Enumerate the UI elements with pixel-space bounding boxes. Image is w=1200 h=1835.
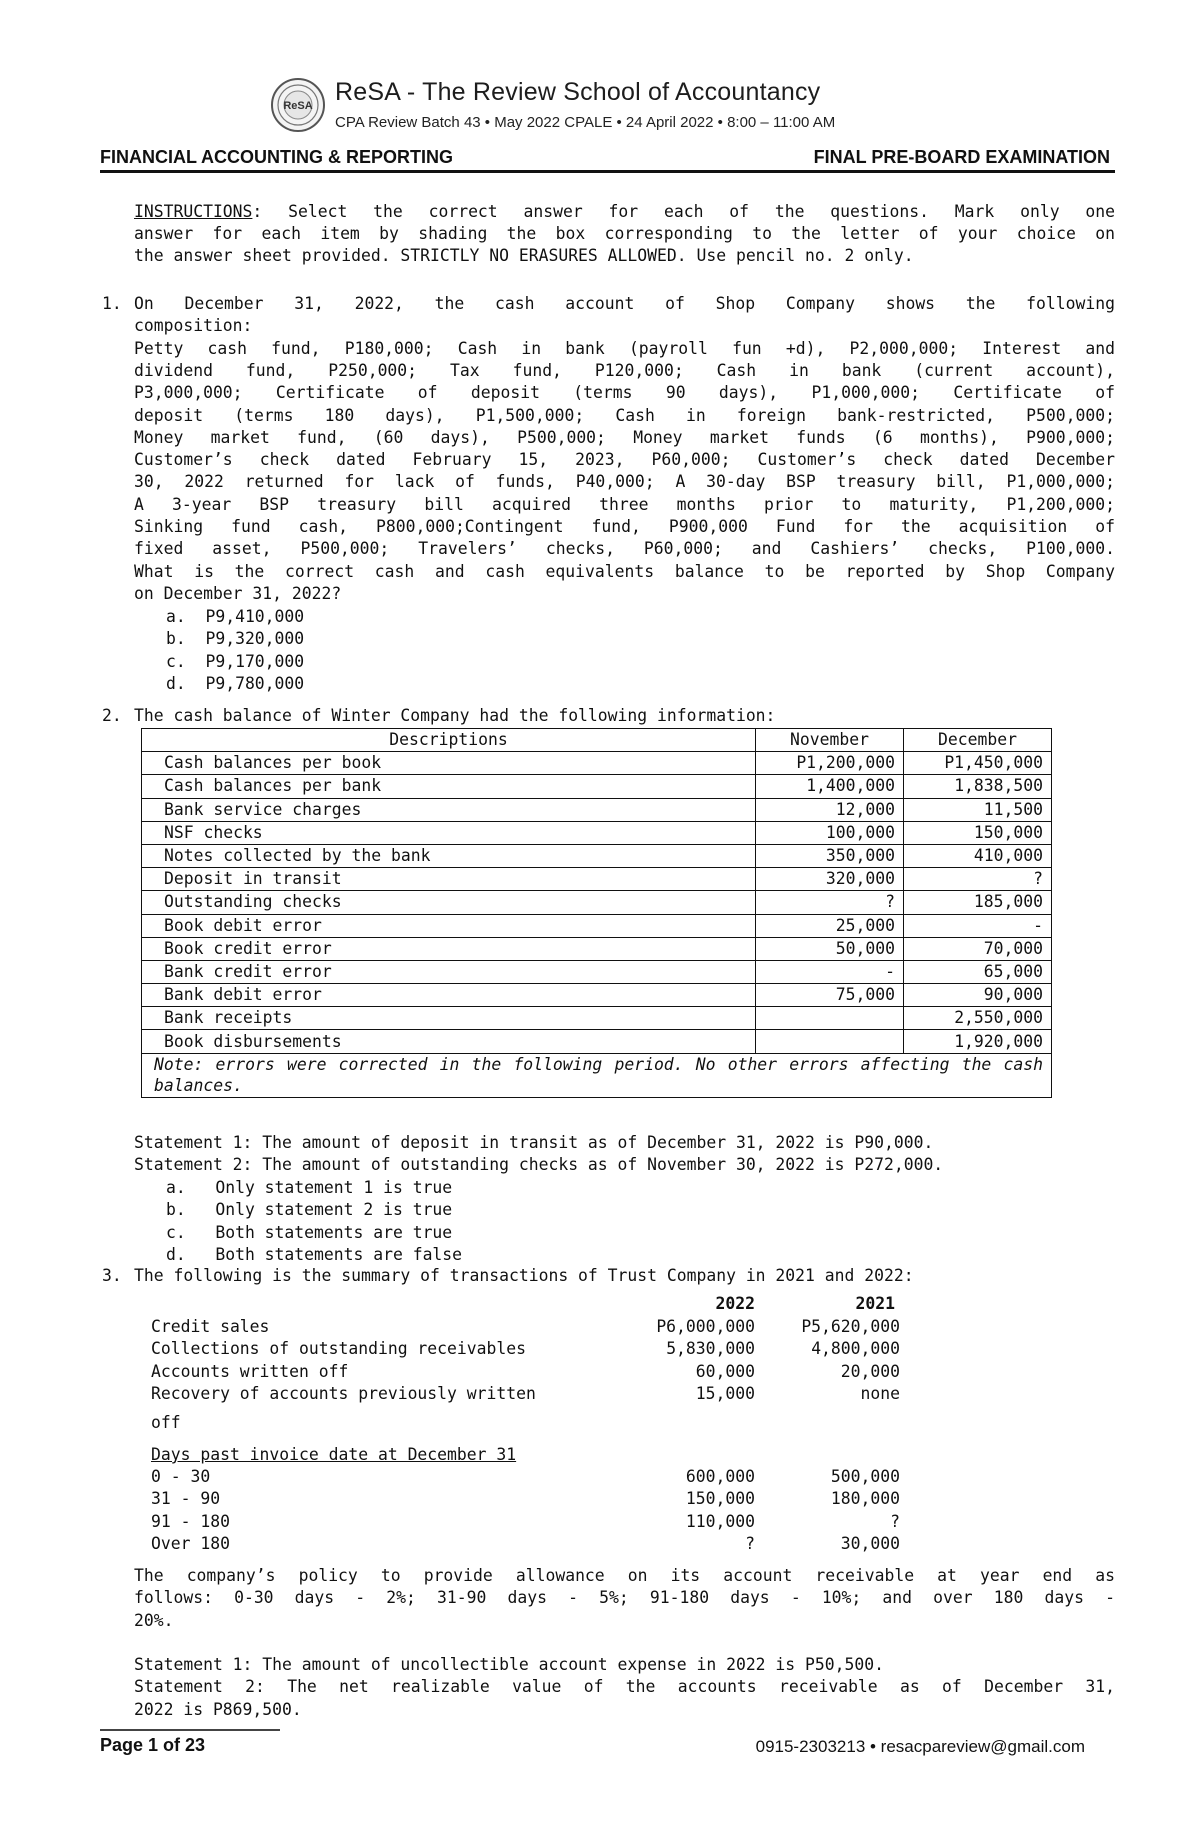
q3-aging-2021: 30,000 [840,1533,900,1553]
q3-aging-2021: 500,000 [830,1467,900,1486]
row-november: - [756,960,904,983]
q1-line: A 3-year BSP treasury bill acquired three months prior to maturity, P1,200,000; [134,494,1115,514]
row-description: Bank debit error [142,984,756,1007]
q1-line: Customer’s check dated February 15, 2023, P60,000; Customer’s check dated December [134,450,1115,470]
q3-row-label: Recovery of accounts previously written [151,1383,536,1403]
q3-aging-2021: 180,000 [830,1489,900,1509]
q1-line: Money market fund, (60 days), P500,000; Money market funds (6 months), P900,000; [134,427,1115,447]
row-description: Book disbursements [142,1030,756,1053]
row-description: Bank credit error [142,960,756,983]
table-row [142,798,1052,821]
q3-aging-label: 0 - 30 [151,1467,211,1486]
q1-line: 30, 2022 returned for lack of funds, P40,000; A 30-day BSP treasury bill, P1,000,000; [134,472,1115,492]
q2-option: d. Both statements are false [166,1244,463,1264]
row-november: 100,000 [756,821,904,844]
q3-statement-line: Statement 2: The net realizable value of the accounts receivable as of December 31, [134,1677,1115,1697]
q3-statement-line: 2022 is P869,500. [134,1699,302,1719]
q3-row-2021: 20,000 [840,1361,900,1381]
row-november: 1,400,000 [756,775,904,798]
q1-line: composition: [134,316,253,336]
table-row [142,1030,1052,1053]
q2-cash-table [141,728,1052,1098]
row-december: 185,000 [904,891,1052,914]
row-november: 50,000 [756,937,904,960]
q2-intro: The cash balance of Winter Company had the following information: [134,706,776,725]
q1-number: 1. [102,294,122,313]
row-november: 350,000 [756,844,904,867]
row-december: P1,450,000 [904,752,1052,775]
table-row [142,752,1052,775]
q3-year-2021: 2021 [855,1294,895,1313]
row-november: P1,200,000 [756,752,904,775]
row-description: NSF checks [142,821,756,844]
q2-statement: Statement 1: The amount of deposit in transit as of December 31, 2022 is P90,000. [134,1133,934,1152]
q3-policy-line: 20%. [134,1610,174,1630]
row-november [756,1030,904,1053]
q3-row-2022: 5,830,000 [666,1339,755,1359]
row-description: Book debit error [142,914,756,937]
q1-line: deposit (terms 180 days), P1,500,000; Cash in foreign bank-restricted, P500,000; [134,405,1115,425]
instructions-line-3: the answer sheet provided. STRICTLY NO ERASURES ALLOWED. Use pencil no. 2 only. [134,246,914,265]
batch-line: CPA Review Batch 43 • May 2022 CPALE • 24 April 2022 • 8:00 – 11:00 AM [335,114,836,131]
q3-aging-2022: 110,000 [685,1511,755,1531]
row-description: Cash balances per bank [142,775,756,798]
q3-aging-label: 31 - 90 [151,1489,221,1509]
q1-option: b. P9,320,000 [166,629,305,649]
table-row [142,937,1052,960]
q3-row-2022: 60,000 [695,1361,755,1381]
q3-row-2021: 4,800,000 [811,1339,900,1359]
table-row [142,844,1052,867]
table-note-row [142,1053,1052,1097]
header-november: November [756,729,904,752]
instructions-line-2: answer for each item by shading the box corresponding to the letter of your choice on [134,224,1115,243]
contact-info: 0915-2303213 • resacpareview@gmail.com [755,1737,1085,1756]
q3-row-2021: none [860,1383,900,1403]
header-december: December [904,729,1052,752]
q2-statement: Statement 2: The amount of outstanding checks as of November 30, 2022 is P272,000. [134,1155,944,1175]
q3-year-2022: 2022 [715,1294,755,1313]
q3-row-2021: P5,620,000 [801,1317,900,1336]
row-november: 25,000 [756,914,904,937]
row-december: 70,000 [904,937,1052,960]
q1-option: c. P9,170,000 [166,651,305,671]
q3-aging-2022: 150,000 [685,1489,755,1509]
row-description: Bank receipts [142,1007,756,1030]
subject-title: FINANCIAL ACCOUNTING & REPORTING [100,147,453,167]
instructions-line-1: INSTRUCTIONS: Select the correct answer for each of the questions. Mark only one [134,202,1115,221]
q3-aging-label: 91 - 180 [151,1511,230,1531]
q2-option: c. Both statements are true [166,1222,453,1242]
q3-row-label: Collections of outstanding receivables [151,1339,526,1359]
row-description: Deposit in transit [142,868,756,891]
table-row [142,868,1052,891]
row-december: 1,838,500 [904,775,1052,798]
q3-aging-header: Days past invoice date at December 31 [151,1445,517,1464]
row-november: 75,000 [756,984,904,1007]
q3-number: 3. [102,1266,122,1285]
q1-option: a. P9,410,000 [166,607,305,626]
row-december: 410,000 [904,844,1052,867]
table-row [142,914,1052,937]
q3-aging-2022: ? [745,1533,755,1553]
row-december: 150,000 [904,821,1052,844]
row-description: Notes collected by the bank [142,844,756,867]
q1-line: fixed asset, P500,000; Travelers’ checks, P60,000; and Cashiers’ checks, P100,000. [134,539,1115,559]
q1-line: dividend fund, P250,000; Tax fund, P120,000; Cash in bank (current account), [134,360,1115,380]
exam-title: FINAL PRE-BOARD EXAMINATION [813,147,1110,167]
q3-statement-line: Statement 1: The amount of uncollectible account expense in 2022 is P50,500. [134,1655,884,1674]
q1-option: d. P9,780,000 [166,673,305,693]
instructions-label: INSTRUCTIONS [134,202,253,221]
row-december: 2,550,000 [904,1007,1052,1030]
row-december: - [904,914,1052,937]
q2-option: a. Only statement 1 is true [166,1178,453,1197]
table-row [142,775,1052,798]
row-description: Outstanding checks [142,891,756,914]
q3-row-continuation: off [151,1413,181,1432]
table-row [142,1007,1052,1030]
table-row [142,891,1052,914]
row-december: 1,920,000 [904,1030,1052,1053]
q1-line: Sinking fund cash, P800,000;Contingent fund, P900,000 Fund for the acquisition of [134,517,1115,536]
q1-line: P3,000,000; Certificate of deposit (terms 90 days), P1,000,000; Certificate of [134,383,1115,403]
school-name: ReSA - The Review School of Accountancy [335,78,821,106]
q3-row-2022: P6,000,000 [656,1317,755,1336]
q3-intro: The following is the summary of transactions of Trust Company in 2021 and 2022: [134,1266,914,1285]
q1-line: on December 31, 2022? [134,583,342,603]
logo-text: ReSA [283,100,313,112]
row-december: ? [904,868,1052,891]
q3-row-label: Accounts written off [151,1361,349,1381]
q1-line: Petty cash fund, P180,000; Cash in bank (payroll fun +d), P2,000,000; Interest and [134,338,1115,358]
row-description: Book credit error [142,937,756,960]
row-december: 11,500 [904,798,1052,821]
row-november: ? [756,891,904,914]
row-description: Cash balances per book [142,752,756,775]
q2-option: b. Only statement 2 is true [166,1200,453,1220]
page-number: Page 1 of 23 [100,1735,206,1755]
q3-row-2022: 15,000 [695,1383,755,1403]
table-row [142,821,1052,844]
row-november: 320,000 [756,868,904,891]
header-divider [100,170,1115,173]
q3-policy-line: The company’s policy to provide allowance on its account receivable at year end as [134,1566,1115,1585]
row-description: Bank service charges [142,798,756,821]
q1-line: What is the correct cash and cash equivalents balance to be reported by Shop Company [134,561,1115,581]
table-header-row [142,729,1052,752]
row-december: 65,000 [904,960,1052,983]
table-note: Note: errors were corrected in the following period. No other errors affecting the cash balances. [142,1053,1052,1097]
table-row [142,960,1052,983]
q3-row-label: Credit sales [151,1317,270,1336]
row-november [756,1007,904,1030]
footer-divider [100,1729,280,1731]
q3-policy-line: follows: 0-30 days - 2%; 31-90 days - 5%; 91-180 days - 10%; and over 180 days - [134,1588,1115,1608]
header-descriptions: Descriptions [142,729,756,752]
q3-aging-2021: ? [890,1511,900,1531]
q2-number: 2. [102,706,122,725]
table-row [142,984,1052,1007]
row-november: 12,000 [756,798,904,821]
resa-logo-icon [270,77,326,133]
q1-line: On December 31, 2022, the cash account of Shop Company shows the following [134,294,1115,313]
q3-aging-label: Over 180 [151,1533,230,1553]
row-december: 90,000 [904,984,1052,1007]
q3-aging-2022: 600,000 [685,1467,755,1486]
